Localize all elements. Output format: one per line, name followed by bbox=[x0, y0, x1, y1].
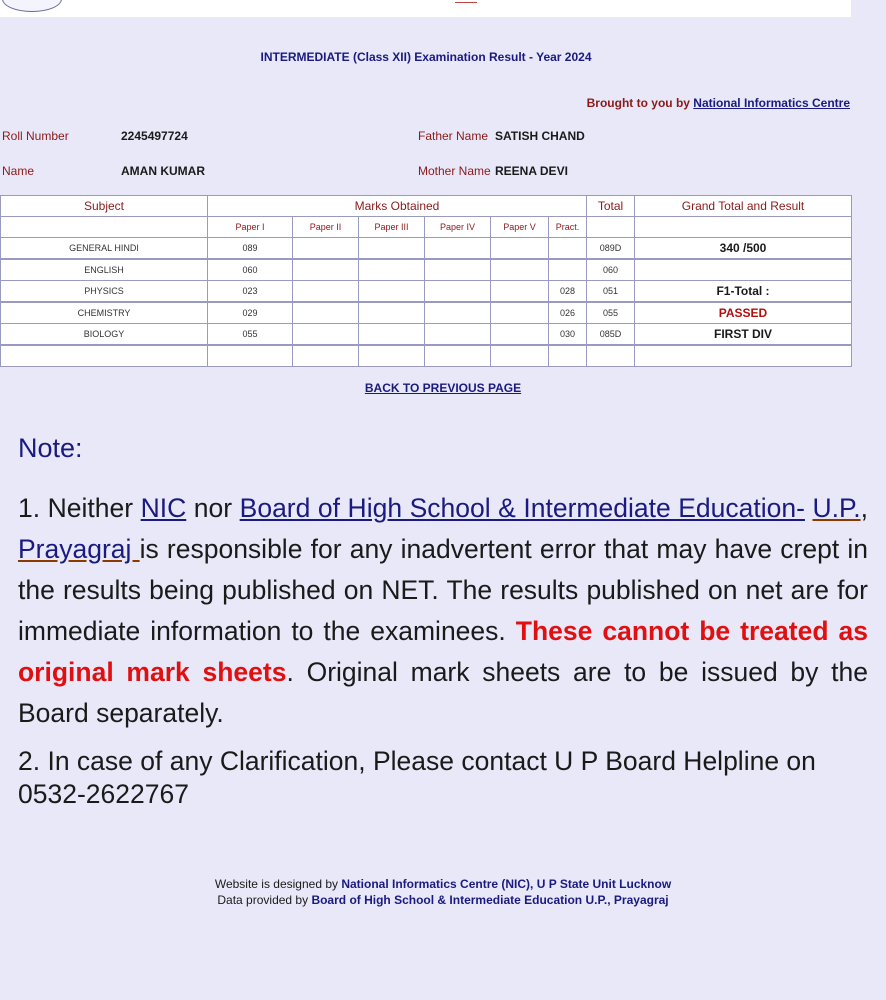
paper-5-cell bbox=[490, 280, 549, 302]
total-cell: 085D bbox=[586, 323, 635, 345]
total-cell: 051 bbox=[586, 280, 635, 302]
paper-3-cell bbox=[358, 345, 425, 367]
paper-3-cell bbox=[358, 280, 425, 302]
top-banner bbox=[0, 0, 851, 17]
grand-total-cell: F1-Total : bbox=[634, 280, 852, 302]
board-logo-icon bbox=[2, 0, 62, 12]
back-to-previous-page-link[interactable]: BACK TO PREVIOUS PAGE bbox=[364, 381, 522, 395]
paper-4-cell bbox=[424, 280, 491, 302]
back-link-row bbox=[0, 381, 886, 395]
note-1-end: . Original mark sheets are to be issued by the Board separately. bbox=[18, 657, 868, 728]
paper-4-cell bbox=[424, 237, 491, 259]
subject-cell: PHYSICS bbox=[0, 280, 208, 302]
subject-cell bbox=[0, 345, 208, 367]
practical-cell bbox=[548, 237, 587, 259]
paper-subheader: Paper V bbox=[490, 216, 549, 238]
paper-2-cell bbox=[292, 323, 359, 345]
paper-2-cell bbox=[292, 280, 359, 302]
paper-1-cell: 029 bbox=[207, 302, 293, 324]
note-1-body: is responsible for any inadvertent error that may have crept in the results being published on NET. The results published on net are for immediate information to the examinees. bbox=[18, 534, 868, 646]
mother-name-label: Mother Name bbox=[418, 164, 491, 178]
paper-1-cell: 089 bbox=[207, 237, 293, 259]
footer-board: Board of High School & Intermediate Education U.P., Prayagraj bbox=[311, 893, 669, 907]
paper-5-cell bbox=[490, 323, 549, 345]
marks-obtained-header: Marks Obtained bbox=[207, 195, 587, 217]
paper-1-cell bbox=[207, 345, 293, 367]
up-link[interactable]: U.P. bbox=[812, 493, 861, 523]
total-cell bbox=[586, 345, 635, 367]
paper-5-cell bbox=[490, 259, 549, 281]
paper-1-cell: 060 bbox=[207, 259, 293, 281]
total-cell: 055 bbox=[586, 302, 635, 324]
paper-3-cell bbox=[358, 302, 425, 324]
paper-subheader: Paper IV bbox=[424, 216, 491, 238]
practical-cell: 030 bbox=[548, 323, 587, 345]
name-label: Name bbox=[2, 164, 35, 178]
practical-cell: 026 bbox=[548, 302, 587, 324]
paper-1-cell: 023 bbox=[207, 280, 293, 302]
banner-text-fragment bbox=[455, 0, 477, 3]
footer-designed-by: Website is designed by bbox=[214, 877, 342, 891]
paper-subheader: Paper II bbox=[292, 216, 359, 238]
practical-cell bbox=[548, 259, 587, 281]
page-title: INTERMEDIATE (Class XII) Examination Result - Year 2024 bbox=[260, 50, 592, 64]
subject-cell: ENGLISH bbox=[0, 259, 208, 281]
paper-subheader: Paper III bbox=[358, 216, 425, 238]
paper-4-cell bbox=[424, 345, 491, 367]
subject-cell: CHEMISTRY bbox=[0, 302, 208, 324]
total-cell: 089D bbox=[586, 237, 635, 259]
note-paragraph-2 bbox=[18, 745, 868, 811]
subheader-blank bbox=[634, 216, 852, 238]
warning-text: These cannot be treated as original mark sheets bbox=[18, 616, 868, 687]
note-1-nor: nor bbox=[186, 493, 240, 523]
paper-5-cell bbox=[490, 302, 549, 324]
grand-total-header: Grand Total and Result bbox=[634, 195, 852, 217]
paper-5-cell bbox=[490, 237, 549, 259]
grand-total-cell: FIRST DIV bbox=[634, 323, 852, 345]
subject-cell: GENERAL HINDI bbox=[0, 237, 208, 259]
total-cell: 060 bbox=[586, 259, 635, 281]
mother-name-value: REENA DEVI bbox=[495, 164, 568, 178]
footer-nic: National Informatics Centre (NIC), U P State Unit Lucknow bbox=[341, 877, 672, 891]
subheader-blank bbox=[0, 216, 208, 238]
grand-total-cell bbox=[634, 345, 852, 367]
footer bbox=[0, 876, 886, 908]
nic-note-link[interactable]: NIC bbox=[140, 493, 187, 523]
footer-data-by: Data provided by bbox=[217, 893, 312, 907]
note-1-number: 1. Neither bbox=[18, 493, 141, 523]
name-value: AMAN KUMAR bbox=[121, 164, 205, 178]
father-name-value: SATISH CHAND bbox=[495, 129, 585, 143]
helpline-text: 2. In case of any Clarification, Please contact U P Board Helpline on 0532-2622767 bbox=[18, 746, 816, 809]
paper-5-cell bbox=[490, 345, 549, 367]
practical-cell: 028 bbox=[548, 280, 587, 302]
father-name-label: Father Name bbox=[418, 129, 489, 143]
paper-2-cell bbox=[292, 345, 359, 367]
roll-number-value: 2245497724 bbox=[121, 129, 188, 143]
paper-4-cell bbox=[424, 302, 491, 324]
paper-4-cell bbox=[424, 259, 491, 281]
grand-total-cell: 340 /500 bbox=[634, 237, 852, 259]
paper-3-cell bbox=[358, 259, 425, 281]
paper-4-cell bbox=[424, 323, 491, 345]
paper-3-cell bbox=[358, 323, 425, 345]
paper-subheader: Paper I bbox=[207, 216, 293, 238]
note-1-comma: , bbox=[860, 493, 868, 523]
paper-2-cell bbox=[292, 259, 359, 281]
brought-by-label: Brought to you by bbox=[586, 96, 690, 110]
paper-3-cell bbox=[358, 237, 425, 259]
prayagraj-link[interactable]: Prayagraj bbox=[18, 534, 140, 564]
subheader-blank bbox=[586, 216, 635, 238]
roll-number-label: Roll Number bbox=[2, 129, 69, 143]
paper-2-cell bbox=[292, 302, 359, 324]
paper-1-cell: 055 bbox=[207, 323, 293, 345]
paper-2-cell bbox=[292, 237, 359, 259]
footer-line-2 bbox=[0, 892, 886, 908]
practical-cell bbox=[548, 345, 587, 367]
board-link[interactable]: Board of High School & Intermediate Education- bbox=[239, 493, 805, 523]
note-title: Note: bbox=[18, 433, 83, 463]
paper-subheader: Pract. bbox=[548, 216, 587, 238]
footer-line-1 bbox=[0, 876, 886, 892]
note-paragraph-1 bbox=[18, 488, 868, 734]
grand-total-cell bbox=[634, 259, 852, 281]
brought-by bbox=[587, 96, 850, 110]
nic-link[interactable]: National Informatics Centre bbox=[693, 96, 850, 110]
subject-cell: BIOLOGY bbox=[0, 323, 208, 345]
subject-header: Subject bbox=[0, 195, 208, 217]
grand-total-cell: PASSED bbox=[634, 302, 852, 324]
total-header: Total bbox=[586, 195, 635, 217]
